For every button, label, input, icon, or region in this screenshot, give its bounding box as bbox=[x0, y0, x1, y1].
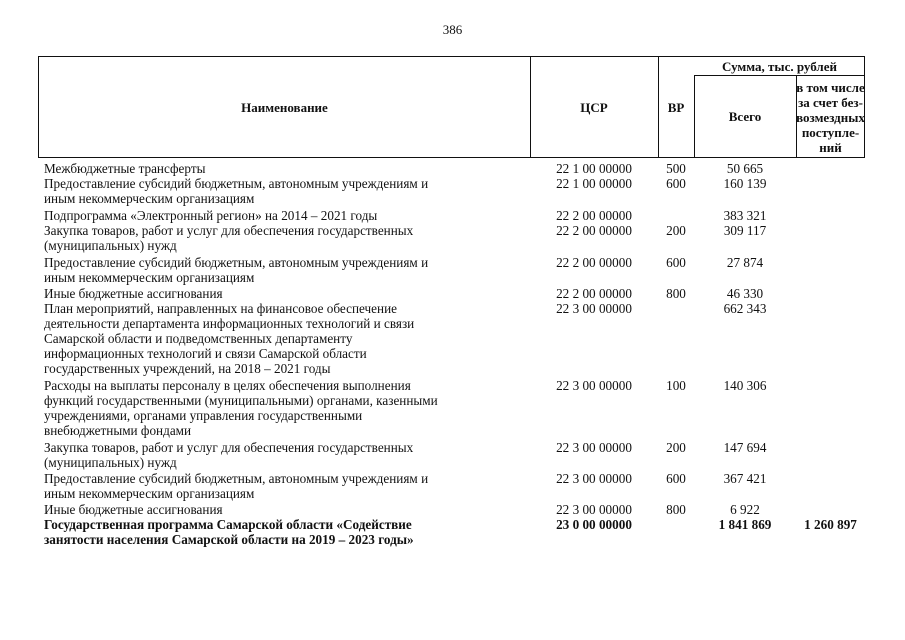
table-row bbox=[0, 517, 905, 547]
row-name-line: Закупка товаров, работ и услуг для обеспечения государственных bbox=[44, 440, 414, 455]
table-row bbox=[0, 471, 905, 501]
table-header bbox=[38, 56, 865, 158]
table-row bbox=[0, 378, 905, 438]
row-total: 140 306 bbox=[723, 378, 767, 393]
row-name bbox=[44, 255, 510, 285]
row-name-line: (муниципальных) нужд bbox=[44, 238, 177, 253]
row-name bbox=[44, 378, 510, 438]
row-name bbox=[44, 517, 510, 547]
row-total: 1 841 869 bbox=[718, 517, 772, 532]
row-total: 50 665 bbox=[726, 161, 764, 176]
table-row bbox=[0, 440, 905, 470]
row-name bbox=[44, 301, 510, 376]
header-total: Всего bbox=[728, 109, 762, 124]
row-name-line: Иные бюджетные ассигнования bbox=[44, 286, 223, 301]
row-name-line: внебюджетными фондами bbox=[44, 423, 192, 438]
row-name-line: Предоставление субсидий бюджетным, автономным учреждениям и bbox=[44, 471, 429, 486]
row-name-line: иным некоммерческим организациям bbox=[44, 486, 255, 501]
page-number: 386 bbox=[442, 22, 463, 37]
row-name-line: Государственная программа Самарской области «Содействие bbox=[44, 517, 412, 532]
table-row bbox=[0, 223, 905, 253]
header-csr: ЦСР bbox=[580, 100, 608, 115]
row-name-line: деятельности департамента информационных технологий и связи bbox=[44, 316, 415, 331]
row-name bbox=[44, 161, 510, 176]
row-vr: 500 bbox=[666, 161, 686, 176]
row-name bbox=[44, 471, 510, 501]
row-total: 27 874 bbox=[726, 255, 764, 270]
row-name-line: Подпрограмма «Электронный регион» на 2014 – 2021 годы bbox=[44, 208, 378, 223]
row-vr: 800 bbox=[666, 286, 686, 301]
row-total: 383 321 bbox=[723, 208, 767, 223]
header-grant-line: поступле- bbox=[801, 124, 860, 140]
row-total: 662 343 bbox=[723, 301, 767, 316]
row-vr: 100 bbox=[666, 378, 686, 393]
row-csr: 22 2 00 00000 bbox=[556, 208, 632, 223]
row-name-line: План мероприятий, направленных на финансовое обеспечение bbox=[44, 301, 398, 316]
row-total: 309 117 bbox=[723, 223, 767, 238]
table-row bbox=[0, 176, 905, 206]
row-vr: 800 bbox=[666, 502, 686, 517]
table-row bbox=[0, 502, 905, 517]
row-name bbox=[44, 502, 510, 517]
header-grant-line: возмездных bbox=[796, 109, 865, 125]
table-row bbox=[0, 255, 905, 285]
row-name-line: Иные бюджетные ассигнования bbox=[44, 502, 223, 517]
row-name-line: занятости населения Самарской области на 2019 – 2023 годы» bbox=[44, 532, 414, 547]
row-vr: 600 bbox=[666, 471, 686, 486]
row-total: 147 694 bbox=[723, 440, 767, 455]
row-csr: 22 2 00 00000 bbox=[556, 255, 632, 270]
row-csr: 22 1 00 00000 bbox=[556, 176, 632, 191]
row-total: 6 922 bbox=[730, 502, 760, 517]
row-name-line: Расходы на выплаты персоналу в целях обеспечения выполнения bbox=[44, 378, 411, 393]
header-grant-line: ний bbox=[819, 139, 842, 155]
row-name bbox=[44, 286, 510, 301]
row-csr: 22 3 00 00000 bbox=[556, 378, 632, 393]
table-row bbox=[0, 208, 905, 223]
row-name-line: Закупка товаров, работ и услуг для обеспечения государственных bbox=[44, 223, 414, 238]
row-name bbox=[44, 223, 510, 253]
header-sum-group: Сумма, тыс. рублей bbox=[722, 58, 837, 74]
row-vr: 200 bbox=[666, 440, 686, 455]
row-csr: 22 3 00 00000 bbox=[556, 471, 632, 486]
header-name: Наименование bbox=[241, 100, 328, 115]
row-name bbox=[44, 440, 510, 470]
row-total: 367 421 bbox=[723, 471, 767, 486]
table-row bbox=[0, 301, 905, 376]
row-csr: 22 1 00 00000 bbox=[556, 161, 632, 176]
header-vr: ВР bbox=[667, 100, 685, 115]
table-row bbox=[0, 286, 905, 301]
header-grant-line: в том числе bbox=[796, 79, 865, 95]
row-csr: 22 3 00 00000 bbox=[556, 440, 632, 455]
row-csr: 22 3 00 00000 bbox=[556, 301, 632, 316]
row-total: 46 330 bbox=[726, 286, 764, 301]
row-name-line: учреждениями, органами управления государственными bbox=[44, 408, 363, 423]
row-name-line: иным некоммерческим организациям bbox=[44, 191, 255, 206]
row-csr: 22 2 00 00000 bbox=[556, 286, 632, 301]
row-name-line: Межбюджетные трансферты bbox=[44, 161, 206, 176]
row-name-line: информационных технологий и связи Самарской области bbox=[44, 346, 367, 361]
header-grant bbox=[796, 76, 865, 158]
row-csr: 22 2 00 00000 bbox=[556, 223, 632, 238]
row-csr: 22 3 00 00000 bbox=[556, 502, 632, 517]
row-vr: 200 bbox=[666, 223, 686, 238]
row-csr: 23 0 00 00000 bbox=[556, 517, 632, 532]
row-name bbox=[44, 208, 510, 223]
row-name-line: иным некоммерческим организациям bbox=[44, 270, 255, 285]
table-row bbox=[0, 161, 905, 176]
header-grant-line: за счет без- bbox=[798, 94, 863, 110]
row-total: 160 139 bbox=[723, 176, 767, 191]
row-vr: 600 bbox=[666, 176, 686, 191]
row-name-line: Предоставление субсидий бюджетным, автономным учреждениям и bbox=[44, 255, 429, 270]
row-vr: 600 bbox=[666, 255, 686, 270]
row-name-line: функций государственными (муниципальными) органами, казенными bbox=[44, 393, 438, 408]
row-name-line: Самарской области и подведомственных департаменту bbox=[44, 331, 353, 346]
row-name-line: (муниципальных) нужд bbox=[44, 455, 177, 470]
row-name-line: Предоставление субсидий бюджетным, автономным учреждениям и bbox=[44, 176, 429, 191]
row-grant: 1 260 897 bbox=[804, 517, 857, 532]
row-name-line: государственных учреждений, на 2018 – 2021 годы bbox=[44, 361, 331, 376]
row-name bbox=[44, 176, 510, 206]
